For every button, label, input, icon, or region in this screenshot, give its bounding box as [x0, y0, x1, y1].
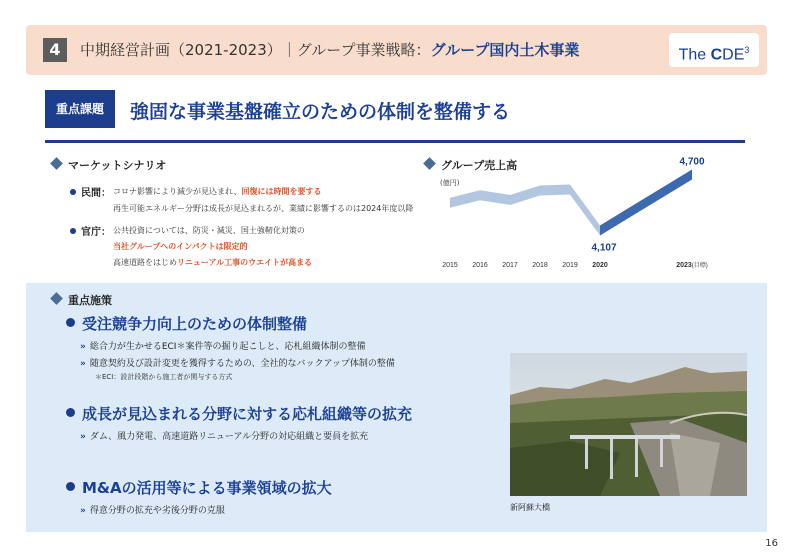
measure-1-note: ＊ECI：設計段階から施工者が関与する方式 [95, 373, 233, 381]
private-line-1-text: コロナ影響により減少が見込まれ、 [113, 187, 242, 196]
measures-label-text: 重点施策 [68, 294, 112, 307]
header-title-highlight: グループ国内土木事業 [430, 41, 580, 59]
company-logo [669, 33, 759, 67]
measure-1-sub-2 [80, 356, 395, 369]
measure-1-sub-1 [80, 339, 365, 352]
public-line-1: 公共投資については、防災・減災、国土強靭化対策の [113, 226, 305, 235]
public-line-3-text: 高速道路をはじめ [113, 258, 177, 267]
data-label-2020: 4,107 [591, 242, 617, 254]
section-number: 4 [43, 38, 67, 62]
header-title [80, 39, 579, 60]
header-band [26, 25, 767, 75]
measure-1-sub-1-text: 総合力が生かせるECI＊案件等の掘り起こしと、応札組織体制の整備 [89, 342, 366, 352]
measure-3-sub-1-text: 得意分野の拡充や劣後分野の克服 [89, 506, 225, 516]
measure-title-2-text: 成長が見込まれる分野に対する応札組織等の拡充 [82, 405, 413, 423]
x-tick-label: 2019 [562, 262, 578, 269]
measure-title-3-text: M&Aの活用等による事業領域の拡大 [82, 479, 332, 497]
double-chevron-icon: » [80, 342, 86, 352]
public-label-text: 官庁： [81, 227, 111, 238]
measure-title-1-text: 受注競争力向上のための体制整備 [82, 315, 308, 333]
sales-history-band [450, 185, 600, 236]
public-line-2: 当社グループへのインパクトは限定的 [113, 242, 248, 251]
page-number: 16 [765, 538, 778, 549]
bridge-photo-image [510, 353, 747, 496]
private-label [70, 184, 111, 199]
heading-divider [45, 140, 745, 143]
bullet-icon [66, 408, 75, 417]
theme-tag: 重点課題 [45, 90, 115, 128]
market-scenario-label [52, 157, 166, 173]
double-chevron-icon: » [80, 432, 86, 442]
private-line-2: 再生可能エネルギー分野は成長が見込まれるが、業績に影響するのは2024年度以降 [113, 204, 414, 213]
logo-bold: C [710, 46, 723, 64]
private-line-1-emphasis: 回復には時間を要する [241, 187, 322, 196]
x-tick-label: 2018 [532, 262, 548, 269]
sales-plan-band [600, 169, 692, 235]
logo-prefix: The [678, 46, 711, 64]
bullet-icon [66, 482, 75, 491]
measure-1-sub-2-text: 随意契約及び設計変更を獲得するための、全社的なバックアップ体制の整備 [89, 359, 395, 369]
logo-sup: 3 [744, 45, 750, 55]
data-label-2023: 4,700 [679, 156, 705, 168]
x-tick-label: 2023(目標) [676, 262, 708, 269]
header-title-main: 中期経営計画（2021-2023）｜グループ事業戦略： [80, 41, 431, 59]
measure-title-1 [66, 313, 307, 334]
market-scenario-text: マーケットシナリオ [68, 159, 167, 172]
chart-unit-label: (億円) [440, 179, 460, 187]
theme-heading: 強固な事業基盤確立のための体制を整備する [130, 101, 511, 123]
x-tick-label: 2016 [472, 262, 488, 269]
double-chevron-icon: » [80, 359, 86, 369]
bullet-icon [66, 318, 75, 327]
logo-suffix: DE [722, 46, 745, 64]
measure-2-sub-1 [80, 429, 368, 442]
x-tick-label: 2017 [502, 262, 518, 269]
public-line-3-emphasis: リニューアル工事のウエイトが高まる [177, 258, 313, 267]
bullet-icon [70, 228, 76, 234]
measure-2-sub-1-text: ダム、風力発電、高速道路リニューアル分野の対応組織と要員を拡充 [89, 432, 369, 442]
x-tick-label: 2020 [592, 262, 608, 269]
measure-title-2 [66, 403, 412, 424]
measure-title-3 [66, 477, 332, 498]
private-label-text: 民間： [81, 188, 111, 199]
diamond-icon [50, 292, 63, 305]
diamond-icon [50, 157, 63, 170]
double-chevron-icon: » [80, 506, 86, 516]
bullet-icon [70, 189, 76, 195]
photo-caption: 新阿蘇大橋 [510, 503, 550, 512]
measure-3-sub-1 [80, 503, 225, 516]
public-label [70, 223, 111, 238]
x-tick-label: 2015 [442, 262, 458, 269]
private-line-1 [113, 186, 321, 197]
chart-title-text: グループ売上高 [441, 159, 518, 172]
public-line-3 [113, 257, 312, 268]
bridge-photo [510, 353, 747, 496]
sales-chart [430, 150, 750, 275]
measures-label [52, 292, 112, 308]
